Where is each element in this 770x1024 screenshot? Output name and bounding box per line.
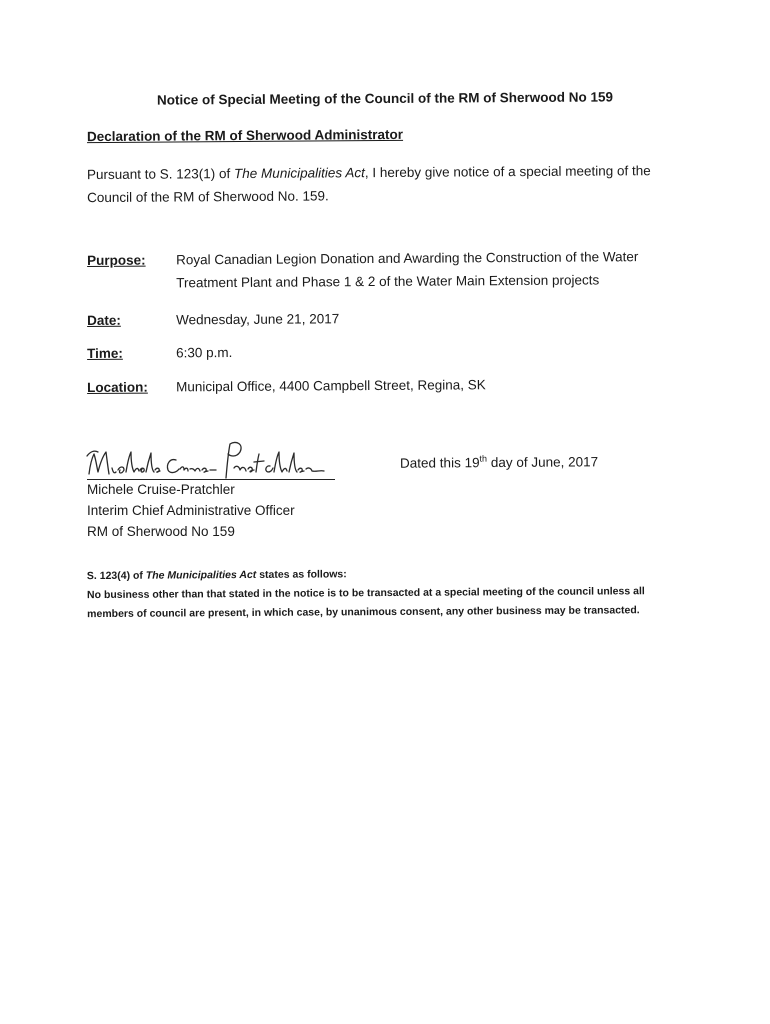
declaration-heading: Declaration of the RM of Sherwood Administrator bbox=[86, 126, 404, 145]
statute-cite-suffix: states as follows: bbox=[256, 568, 347, 581]
signer-block bbox=[87, 479, 295, 542]
location-value: Municipal Office, 4400 Campbell Street, Regina, SK bbox=[176, 377, 486, 395]
intro-act-name: The Municipalities Act bbox=[233, 165, 365, 182]
signer-organization: RM of Sherwood No 159 bbox=[87, 524, 235, 539]
statute-body: No business other than that stated in the notice is to be transacted at a special meeting of the council unless all members of council are present, in which case, by unanimous consent, any other business may be transacted. bbox=[86, 585, 645, 621]
purpose-label: Purpose: bbox=[87, 252, 146, 268]
time-label: Time: bbox=[87, 345, 123, 361]
intro-prefix: Pursuant to S. 123(1) of bbox=[86, 166, 235, 183]
intro-suffix: , I hereby give notice of a special meeting of the Council of the RM of Sherwood No. 159. bbox=[87, 163, 651, 206]
statute-act-name: The Municipalities Act bbox=[145, 568, 257, 582]
statute-cite-prefix: S. 123(4) of bbox=[86, 569, 146, 583]
time-value: 6:30 p.m. bbox=[176, 344, 233, 361]
dated-prefix: Dated this 19 bbox=[399, 455, 480, 471]
date-value: Wednesday, June 21, 2017 bbox=[176, 311, 340, 328]
purpose-value: Royal Canadian Legion Donation and Awarding the Construction of the Water Treatment Plant and Phase 1 & 2 of the Water Main Extension projects bbox=[176, 249, 639, 291]
location-label: Location: bbox=[87, 379, 148, 395]
dated-suffix: day of June, 2017 bbox=[487, 454, 599, 471]
intro-paragraph bbox=[87, 159, 687, 209]
dated-statement bbox=[400, 454, 598, 470]
document-title: Notice of Special Meeting of the Council of the RM of Sherwood No 159 bbox=[156, 89, 614, 108]
signer-title: Interim Chief Administrative Officer bbox=[87, 503, 295, 518]
handwritten-signature bbox=[84, 438, 344, 484]
statute-excerpt bbox=[87, 563, 687, 624]
signer-name: Michele Cruise-Pratchler bbox=[87, 482, 235, 497]
date-label: Date: bbox=[87, 312, 121, 328]
dated-ordinal-suffix: th bbox=[479, 453, 488, 464]
